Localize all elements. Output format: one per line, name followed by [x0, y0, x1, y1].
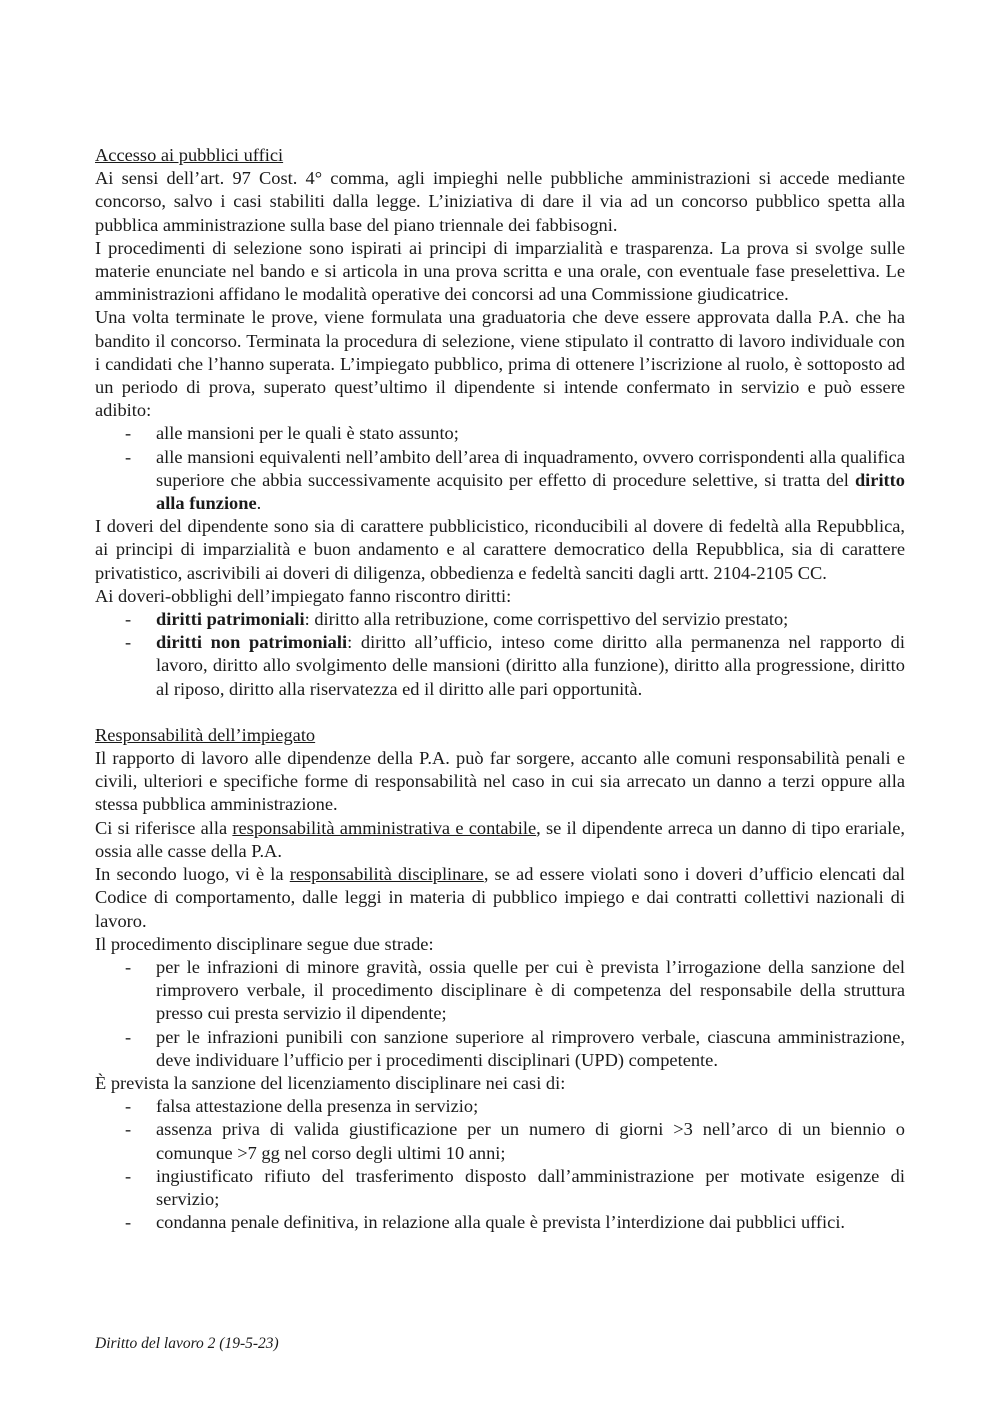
- underlined-term: responsabilità disciplinare: [289, 864, 484, 885]
- paragraph: I procedimenti di selezione sono ispirati ai principi di imparzialità e trasparenza. La prova si svolge sulle materie enunciate nel bando e si articola in una prova scritta e una orale, con eventuale fase preselettiva. Le amministrazioni affidano le modalità operative dei concorsi ad una Commissione giudicatrice.: [95, 237, 905, 305]
- bullet-list-licenziamento: [95, 1095, 905, 1234]
- list-item: - alle mansioni equivalenti nell’ambito dell’area di inquadramento, ovvero corrispondenti alla qualifica superiore che abbia successivamente acquisito per effetto di procedure selettive, si tratta del diritto alla funzione.: [95, 446, 905, 516]
- page-footer: Diritto del lavoro 2 (19-5-23): [95, 1335, 279, 1352]
- paragraph: Ci si riferisce alla responsabilità amministrativa e contabile, se il dipendente arreca un danno di tipo erariale, ossia alle casse della P.A.: [95, 817, 905, 861]
- underlined-term: responsabilità amministrativa e contabile: [232, 817, 537, 838]
- paragraph: Ai sensi dell’art. 97 Cost. 4° comma, agli impieghi nelle pubbliche amministrazioni si accede mediante concorso, salvo i casi stabiliti dalla legge. L’iniziativa di dare il via ad un concorso pubblico spetta alla pubblica amministrazione sulla base del piano triennale dei fabbisogni.: [95, 168, 905, 235]
- list-item: - alle mansioni per le quali è stato assunto;: [95, 422, 905, 445]
- bullet-list-diritti: [95, 608, 905, 701]
- list-item: - per le infrazioni punibili con sanzione superiore al rimprovero verbale, ciascuna amministrazione, deve individuare l’ufficio per i procedimenti disciplinari (UPD) competente.: [95, 1026, 905, 1072]
- document-body: [95, 144, 905, 1234]
- list-item: - assenza priva di valida giustificazione per un numero di giorni >3 nell’arco di un biennio o comunque >7 gg nel corso degli ultimi 10 anni;: [95, 1118, 905, 1164]
- bold-term: diritti non patrimoniali: [156, 632, 348, 653]
- paragraph: Il rapporto di lavoro alle dipendenze della P.A. può far sorgere, accanto alle comuni responsabilità penali e civili, ulteriori e specifiche forme di responsabilità nel caso in cui sia arrecato un danno a terzi oppure alla stessa pubblica amministrazione.: [95, 748, 905, 815]
- list-item: - diritti non patrimoniali: diritto all’ufficio, inteso come diritto alla permanenza nel rapporto di lavoro, diritto allo svolgimento delle mansioni (diritto alla funzione), diritto alla progressione, diritto al riposo, diritto alla riservatezza ed il diritto alle pari opportunità.: [95, 631, 905, 701]
- bold-term: diritti patrimoniali: [156, 609, 305, 630]
- bullet-list-procedimento: [95, 956, 905, 1072]
- section-heading-accesso: Accesso ai pubblici uffici: [95, 145, 284, 165]
- paragraph: Il procedimento disciplinare segue due strade:: [95, 933, 434, 954]
- list-item: - ingiustificato rifiuto del trasferimento disposto dall’amministrazione per motivate esigenze di servizio;: [95, 1165, 905, 1211]
- paragraph: In secondo luogo, vi è la responsabilità disciplinare, se ad essere violati sono i doveri d’ufficio elencati dal Codice di comportamento, dalle leggi in materia di pubblico impiego e dai contratti collettivi nazionali di lavoro.: [95, 864, 905, 931]
- section-gap: [95, 701, 905, 724]
- paragraph: Ai doveri-obblighi dell’impiegato fanno riscontro diritti:: [95, 585, 512, 606]
- paragraph: I doveri del dipendente sono sia di carattere pubblicistico, riconducibili al dovere di fedeltà alla Repubblica, ai principi di imparzialità e buon andamento e al carattere democratico della Repubblica, sia di carattere privatistico, ascrivibili ai doveri di diligenza, obbedienza e fedeltà sanciti dagli artt. 2104-2105 CC.: [95, 516, 905, 583]
- list-item: - per le infrazioni di minore gravità, ossia quelle per cui è prevista l’irrogazione della sanzione del rimprovero verbale, il procedimento disciplinare è di competenza del responsabile della struttura presso cui presta servizio il dipendente;: [95, 956, 905, 1026]
- list-item: - diritti patrimoniali: diritto alla retribuzione, come corrispettivo del servizio prestato;: [95, 608, 905, 631]
- section-heading-responsabilita: Responsabilità dell’impiegato: [95, 724, 316, 745]
- list-item: - falsa attestazione della presenza in servizio;: [95, 1095, 905, 1118]
- bullet-list-mansioni: [95, 422, 905, 515]
- bold-term: diritto alla funzione: [156, 469, 905, 514]
- paragraph: È prevista la sanzione del licenziamento disciplinare nei casi di:: [95, 1072, 566, 1093]
- list-item: - condanna penale definitiva, in relazione alla quale è prevista l’interdizione dai pubblici uffici.: [95, 1211, 905, 1234]
- paragraph: Una volta terminate le prove, viene formulata una graduatoria che deve essere approvata dalla P.A. che ha bandito il concorso. Terminata la procedura di selezione, viene stipulato il contratto di lavoro individuale con i candidati che l’hanno superata. L’impiegato pubblico, prima di ottenere l’iscrizione al ruolo, è sottoposto ad un periodo di prova, superato quest’ultimo il dipendente si intende confermato in servizio e può essere adibito:: [95, 307, 905, 421]
